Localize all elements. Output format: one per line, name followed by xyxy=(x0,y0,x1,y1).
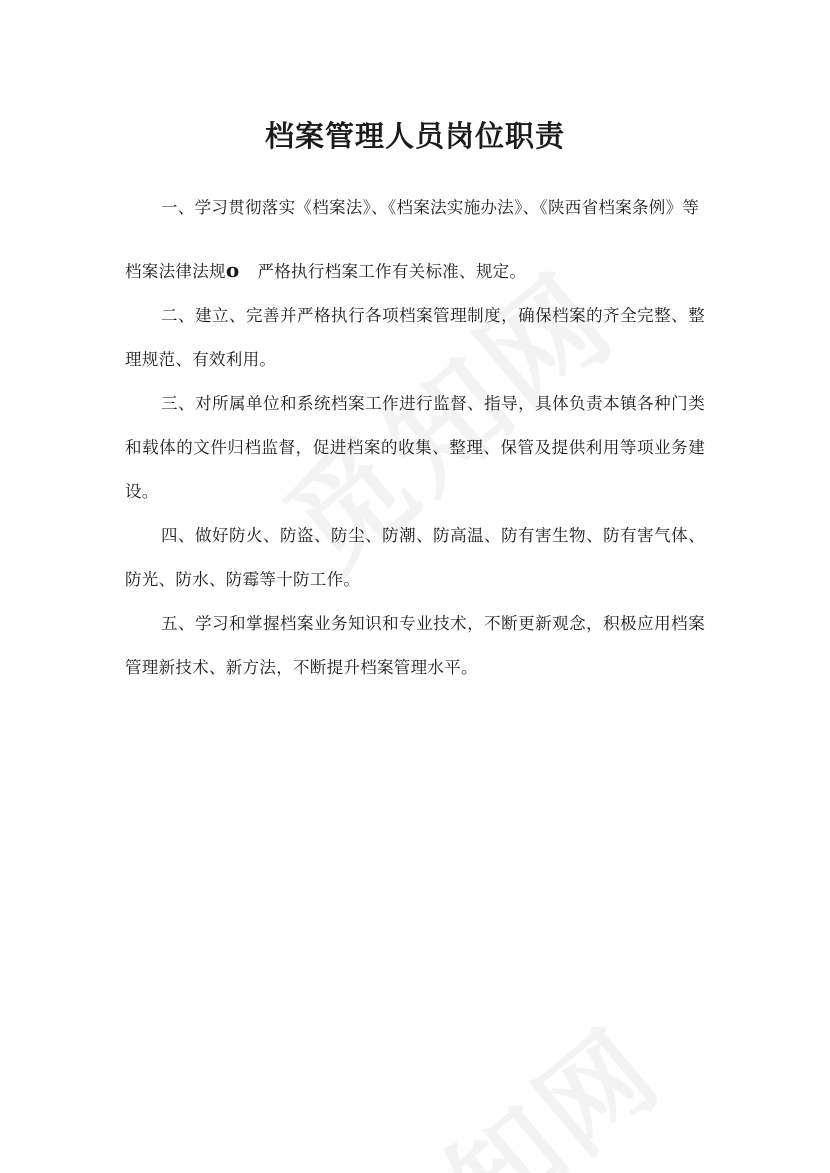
paragraph-1-line-1: 一、学习贯彻落实《档案法》、《档案法实施办法》、《陕西省档案条例》等 xyxy=(161,198,700,217)
paragraph-1-rest: 严格执行档案工作有关标准、规定。 xyxy=(257,262,527,281)
paragraph-2: 二、建立、完善并严格执行各项档案管理制度，确保档案的齐全完整、整理规范、有效利用。 xyxy=(125,306,705,369)
paragraph-1-dot: o xyxy=(225,258,240,282)
document-title: 档案管理人员岗位职责 xyxy=(264,119,565,153)
paragraph-3: 三、对所属单位和系统档案工作进行监督、指导，具体负责本镇各种门类和载体的文件归档监督，促进档案的收集、整理、保管及提供利用等项业务建设。 xyxy=(125,394,705,501)
paragraph-5: 五、学习和掌握档案业务知识和专业技术，不断更新观念，积极应用档案管理新技术、新方法，不断提升档案管理水平。 xyxy=(125,614,705,677)
paragraph-4: 四、做好防火、防盗、防尘、防潮、防高温、防有害生物、防有害气体、防光、防水、防霉等十防工作。 xyxy=(125,526,705,589)
watermark xyxy=(320,987,688,1173)
paragraph-1-line-2 xyxy=(125,248,705,294)
paragraph-1-text: 档案法律法规 xyxy=(125,262,226,281)
document-body xyxy=(125,186,705,690)
